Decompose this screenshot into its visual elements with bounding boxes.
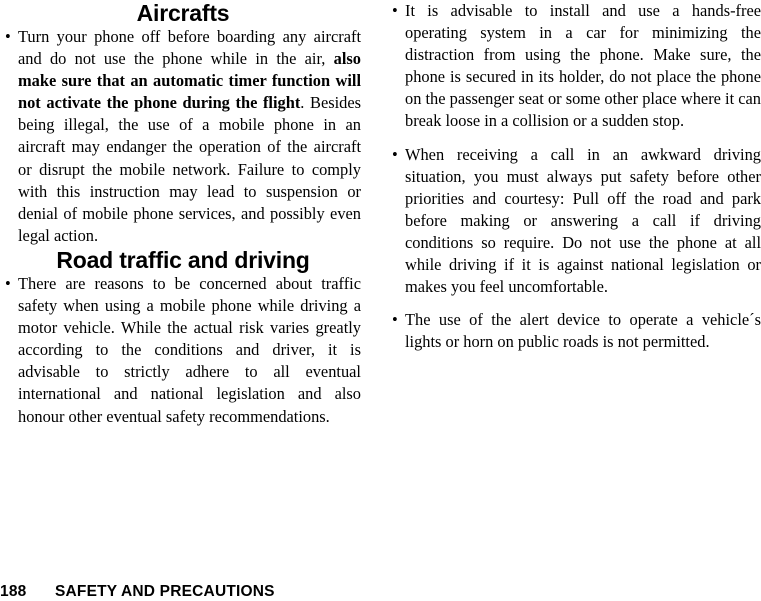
bullet-point-icon: • [392,144,398,164]
section-heading-road-traffic-and-driving: Road traffic and driving [56,246,310,273]
paragraph-emphasis: also make sure that an automatic timer function will not activate the phone during the flight [18,49,361,113]
page-number: 188 [0,583,27,600]
section-heading-aircrafts: Aircrafts [136,0,230,26]
bullet-point-icon: • [5,273,11,293]
bullet-point-icon: • [392,1,398,20]
list-item [5,26,361,247]
bullet-point-icon: • [392,310,398,330]
road-traffic-bullet-list [5,273,361,428]
list-item [392,0,761,133]
paragraph-text [18,26,361,247]
page-footer [0,583,761,601]
paragraph-text: The use of the alert device to operate a vehicle´s lights or horn on public roads is not permitted. [405,310,761,352]
paragraph-text: When receiving a call in an awkward driving situation, you must always put safety before other priorities and courtesy: Pull off the road and park before making or answering a call if driving conditions so require. Do not use the phone at all while driving if it is against national legislation or makes you feel uncomfortable. [405,144,761,297]
paragraph-text: It is advisable to install and use a hands-free operating system in a car for minimizing the distraction from using the phone. Make sure, the phone is secured in its holder, do not place the phone on the passenger seat or some other place where it can break loose in a collision or a sudden stop. [405,1,761,131]
list-item [392,144,761,299]
bullet-point-icon: • [5,27,11,46]
paragraph-tail: . Besides being illegal, the use of a mobile phone in an aircraft may endanger the operation of the aircraft or disrupt the mobile network. Failure to comply with this instruction may lead to suspension or denial of mobile phone services, and possibly even legal action. [18,93,361,245]
aircrafts-bullet-list [5,26,361,247]
footer-section-title: SAFETY AND PRECAUTIONS [55,583,275,600]
list-item [392,309,761,353]
paragraph-lead: Turn your phone off before boarding any aircraft and do not use the phone while in the air, [18,27,361,69]
paragraph-text: There are reasons to be concerned about traffic safety when using a mobile phone while driving a motor vehicle. While the actual risk varies greatly according to the conditions and driver, it is advisable to strictly adhere to all eventual international and national legislation and also honour other eventual safety recommendations. [18,273,361,426]
right-column-bullet-list [392,0,761,353]
left-column [5,0,361,428]
list-item [5,273,361,428]
right-column [392,0,761,353]
